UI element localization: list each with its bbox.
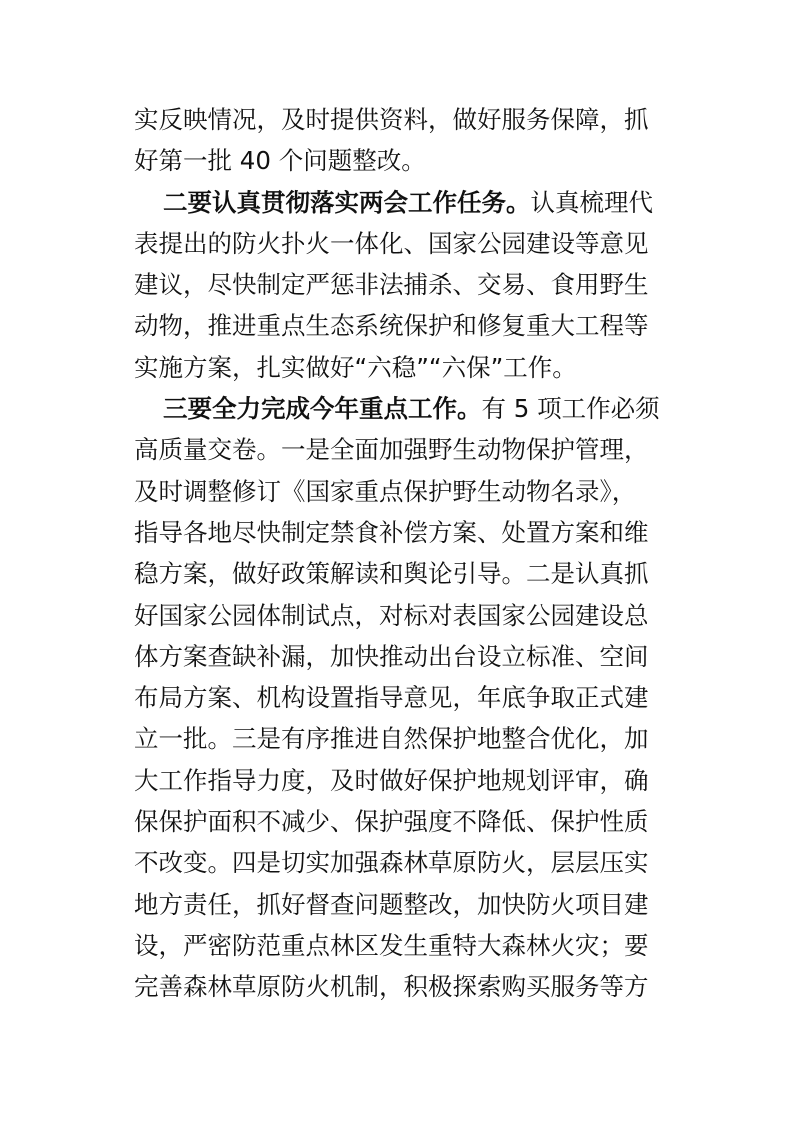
text-line <box>134 801 664 842</box>
paragraph-text: 建议，尽快制定严惩非法捕杀、交易、食用野生 <box>134 270 649 300</box>
text-line <box>134 925 664 966</box>
text-line <box>134 388 664 429</box>
paragraph-text: 及时调整修订《国家重点保护野生动物名录》， <box>134 476 637 506</box>
text-line <box>134 182 664 223</box>
paragraph-text: 实施方案，扎实做好“六稳”“六保”工作。 <box>134 352 577 382</box>
paragraph-text: 布局方案、机构设置指导意见，年底争取正式建 <box>134 683 649 713</box>
paragraph-text: 指导各地尽快制定禁食补偿方案、处置方案和维 <box>134 517 649 547</box>
body-text <box>134 99 664 1008</box>
text-line <box>134 842 664 883</box>
text-line <box>134 99 664 140</box>
paragraph-text: 高质量交卷。一是全面加强野生动物保护管理， <box>134 435 649 465</box>
paragraph-text: 表提出的防火扑火一体化、国家公园建设等意见 <box>134 228 649 258</box>
paragraph-text: 实反映情况，及时提供资料，做好服务保障，抓 <box>134 105 649 134</box>
paragraph-text: 地方责任，抓好督查问题整改，加快防火项目建 <box>134 889 649 919</box>
text-line <box>134 512 664 553</box>
paragraph-text: 不改变。四是切实加强森林草原防火，层层压实 <box>134 848 649 878</box>
paragraph-text: 完善森林草原防火机制，积极探索购买服务等方 <box>134 972 649 1002</box>
text-line <box>134 760 664 801</box>
paragraph-text: 有 5 项工作必须 <box>481 394 660 424</box>
text-line <box>134 595 664 636</box>
paragraph-text: 好国家公园体制试点，对标对表国家公园建设总 <box>134 600 649 630</box>
heading-text: 二要认真贯彻落实两会工作任务。 <box>163 187 531 217</box>
text-line <box>134 677 664 718</box>
text-line <box>134 471 664 512</box>
paragraph-text: 稳方案，做好政策解读和舆论引导。二是认真抓 <box>134 559 649 589</box>
text-line <box>134 347 664 388</box>
paragraph-text: 好第一批 40 个问题整改。 <box>134 146 426 176</box>
text-line <box>134 553 664 594</box>
text-line <box>134 429 664 470</box>
text-line <box>134 140 664 181</box>
text-line <box>134 305 664 346</box>
text-line <box>134 718 664 759</box>
paragraph-text: 动物，推进重点生态系统保护和修复重大工程等 <box>134 311 649 341</box>
text-line <box>134 884 664 925</box>
text-line <box>134 223 664 264</box>
paragraph-text: 设，严密防范重点林区发生重特大森林火灾；要 <box>134 930 649 960</box>
paragraph-text: 体方案查缺补漏，加快推动出台设立标准、空间 <box>134 641 649 671</box>
text-line <box>134 636 664 677</box>
heading-text: 三要全力完成今年重点工作。 <box>163 394 482 424</box>
text-line <box>134 966 664 1007</box>
text-line <box>134 264 664 305</box>
paragraph-text: 立一批。三是有序推进自然保护地整合优化，加 <box>134 724 649 754</box>
paragraph-text: 大工作指导力度，及时做好保护地规划评审，确 <box>134 765 649 795</box>
paragraph-text: 认真梳理代 <box>530 187 653 217</box>
paragraph-text: 保保护面积不减少、保护强度不降低、保护性质 <box>134 807 649 837</box>
